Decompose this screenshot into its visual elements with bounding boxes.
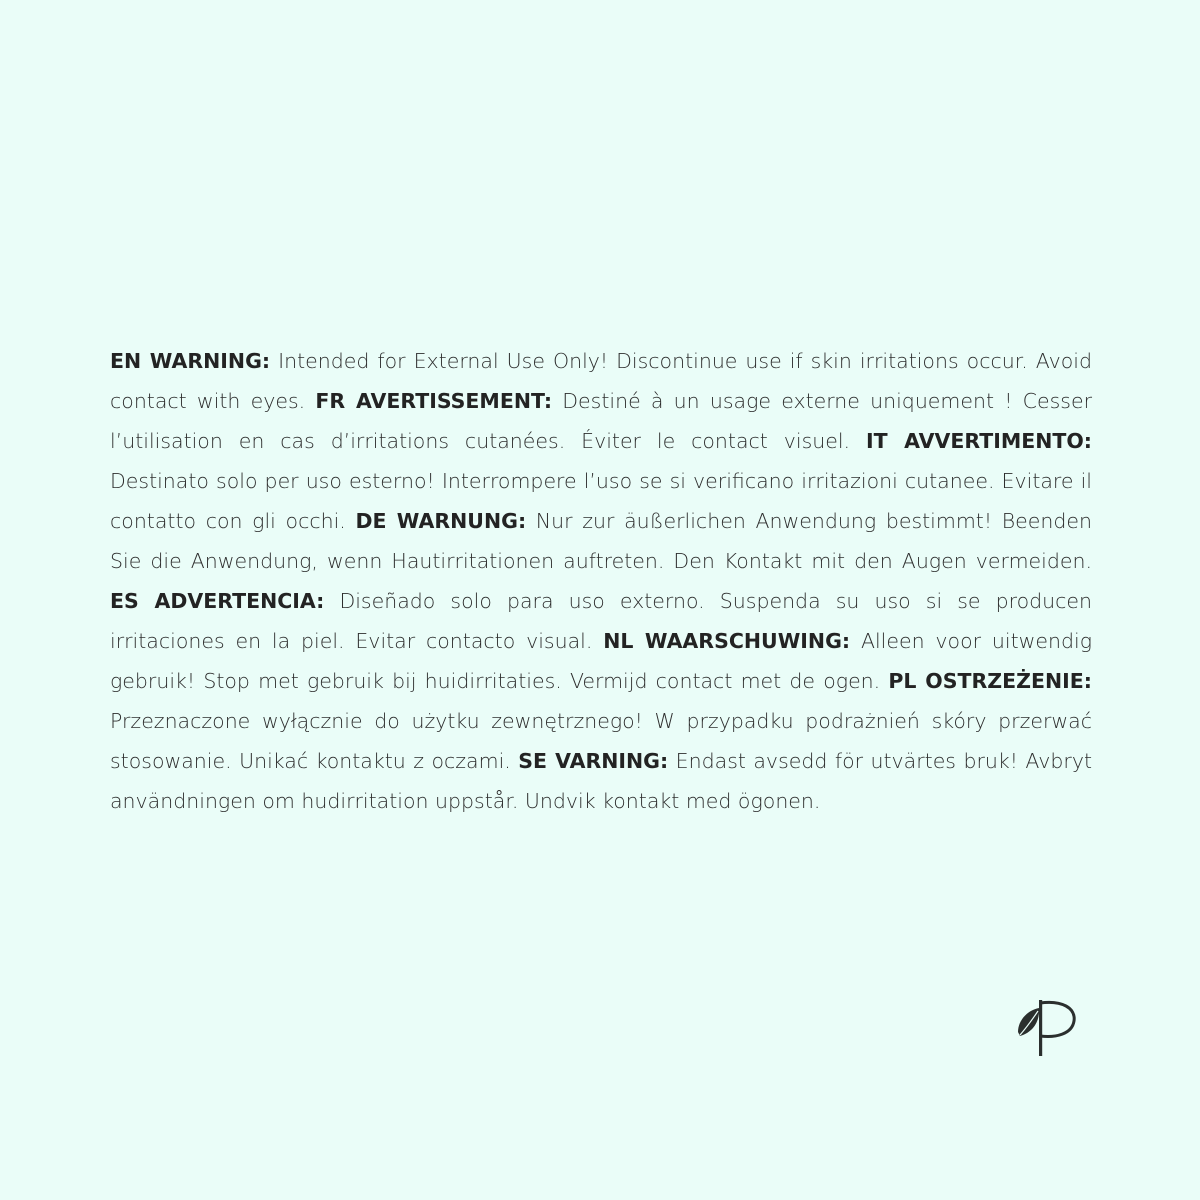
warning-body-nl: Alleen voor uitwendig gebruik! Stop met gebruik bij huidirritaties. Vermijd contact met de ogen.: [110, 629, 1093, 693]
warning-body-se: Endast avsedd för utvärtes bruk! Avbryt användningen om hudirritation uppstår. Undvik kontakt med ögonen.: [110, 749, 1092, 813]
warning-heading-es: ES ADVERTENCIA:: [110, 589, 325, 613]
leaf-p-monogram-icon: [1010, 994, 1080, 1060]
warning-body-it: Destinato solo per uso esterno! Interrompere l’uso se si verificano irritazioni cutanee. Evitare il contatto con gli occhi.: [110, 469, 1092, 533]
warning-heading-fr: FR AVERTISSEMENT:: [315, 389, 553, 413]
warning-body-de: Nur zur äußerlichen Anwendung bestimmt! Beenden Sie die Anwendung, wenn Hautirritationen auftreten. Den Kontakt mit den Augen vermeiden.: [110, 509, 1092, 573]
warning-heading-it: IT AVVERTIMENTO:: [866, 429, 1092, 453]
warning-heading-nl: NL WAARSCHUWING:: [603, 629, 851, 653]
warning-heading-se: SE VARNING:: [518, 749, 669, 773]
warning-body-pl: Przeznaczone wyłącznie do użytku zewnętrznego! W przypadku podrażnień skóry przerwać stosowanie. Unikać kontaktu z oczami.: [110, 709, 1092, 773]
warning-heading-pl: PL OSTRZEŻENIE:: [888, 669, 1092, 693]
warning-body-es: Diseñado solo para uso externo. Suspenda su uso si se producen irritaciones en la piel. Evitar contacto visual.: [110, 589, 1093, 653]
brand-logo: [1010, 994, 1080, 1060]
warning-body-en: Intended for External Use Only! Discontinue use if skin irritations occur. Avoid contact with eyes.: [110, 349, 1092, 413]
warning-heading-de: DE WARNUNG:: [355, 509, 527, 533]
warning-text: [110, 341, 1092, 821]
warning-body-fr: Destiné à un usage externe uniquement ! Cesser l’utilisation en cas d’irritations cutanées. Éviter le contact visuel.: [110, 389, 1092, 453]
warning-heading-en: EN WARNING:: [110, 349, 271, 373]
